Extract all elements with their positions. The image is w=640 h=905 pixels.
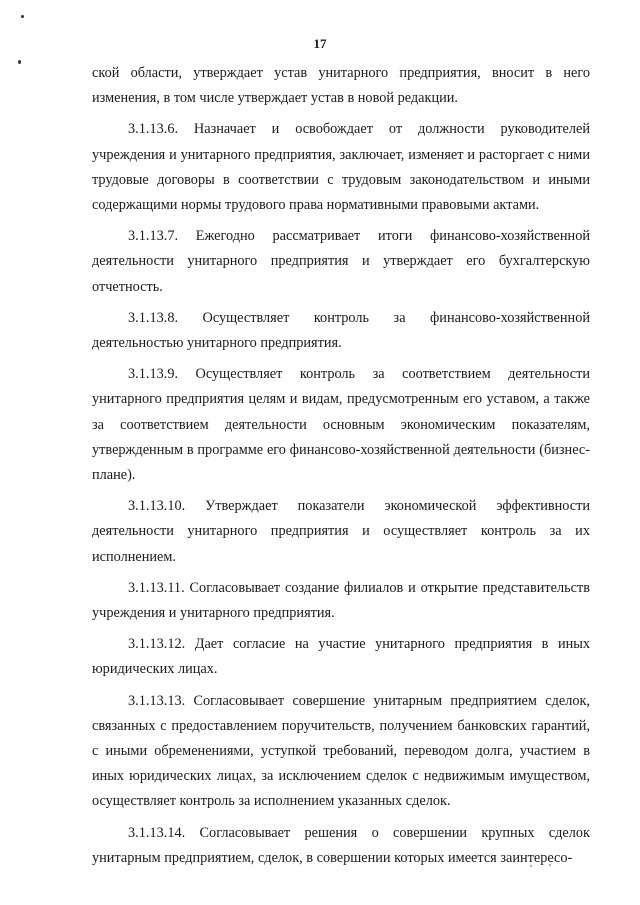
paragraph-3-1-13-14: 3.1.13.14. Согласовывает решения о совершении крупных сделок унитарным предприятием, сделок, в совершении которых имеется заинтересо- (92, 824, 590, 866)
paragraph-3-1-13-6: 3.1.13.6. Назначает и освобождает от должности руководителей учреждения и унитарного предприятия, заключает, изменяет и расторгает с ними трудовые договоры в соответствии с трудовым законодательством и иными содержащими нормы трудового права нормативными правовыми актами. (92, 121, 590, 214)
page-number: 17 (313, 36, 327, 51)
paragraph-3-1-13-12: 3.1.13.12. Дает согласие на участие унитарного предприятия в иных юридических лицах. (92, 636, 590, 678)
paragraph-3-1-13-13: 3.1.13.13. Согласовывает совершение унитарным предприятием сделок, связанных с предоставлением поручительств, получением банковских гарантий, с иными обременениями, уступкой требований, переводом долга, участием в иных юридических лицах, за исключением сделок с недвижимым имуществом, осуществляет контроль за исполнением указанных сделок. (92, 692, 590, 810)
paragraph-3-1-13-7: 3.1.13.7. Ежегодно рассматривает итоги финансово-хозяйственной деятельности унитарного предприятия и утверждает его бухгалтерскую отчетность. (92, 228, 590, 295)
scan-speck (18, 60, 21, 64)
paragraph-3-1-13-10: 3.1.13.10. Утверждает показатели экономической эффективности деятельности унитарного предприятия и осуществляет контроль за их исполнением. (92, 498, 590, 565)
paragraph-continuation: ской области, утверждает устав унитарного предприятия, вносит в него изменения, в том числе утверждает устав в новой редакции. (92, 65, 590, 107)
paragraph-3-1-13-9: 3.1.13.9. Осуществляет контроль за соответствием деятельности унитарного предприятия целям и видам, предусмотренным его уставом, а также за соответствием деятельности основным экономическим показателям, утвержденным в программе его финансово-хозяйственной деятельности (бизнес-плане). (92, 366, 590, 484)
paragraph-3-1-13-8: 3.1.13.8. Осуществляет контроль за финансово-хозяйственной деятельностью унитарного предприятия. (92, 309, 590, 352)
document-body (92, 61, 590, 877)
scan-speck (21, 15, 24, 18)
paragraph-3-1-13-11: 3.1.13.11. Согласовывает создание филиалов и открытие представительств учреждения и унитарного предприятия. (92, 579, 590, 622)
